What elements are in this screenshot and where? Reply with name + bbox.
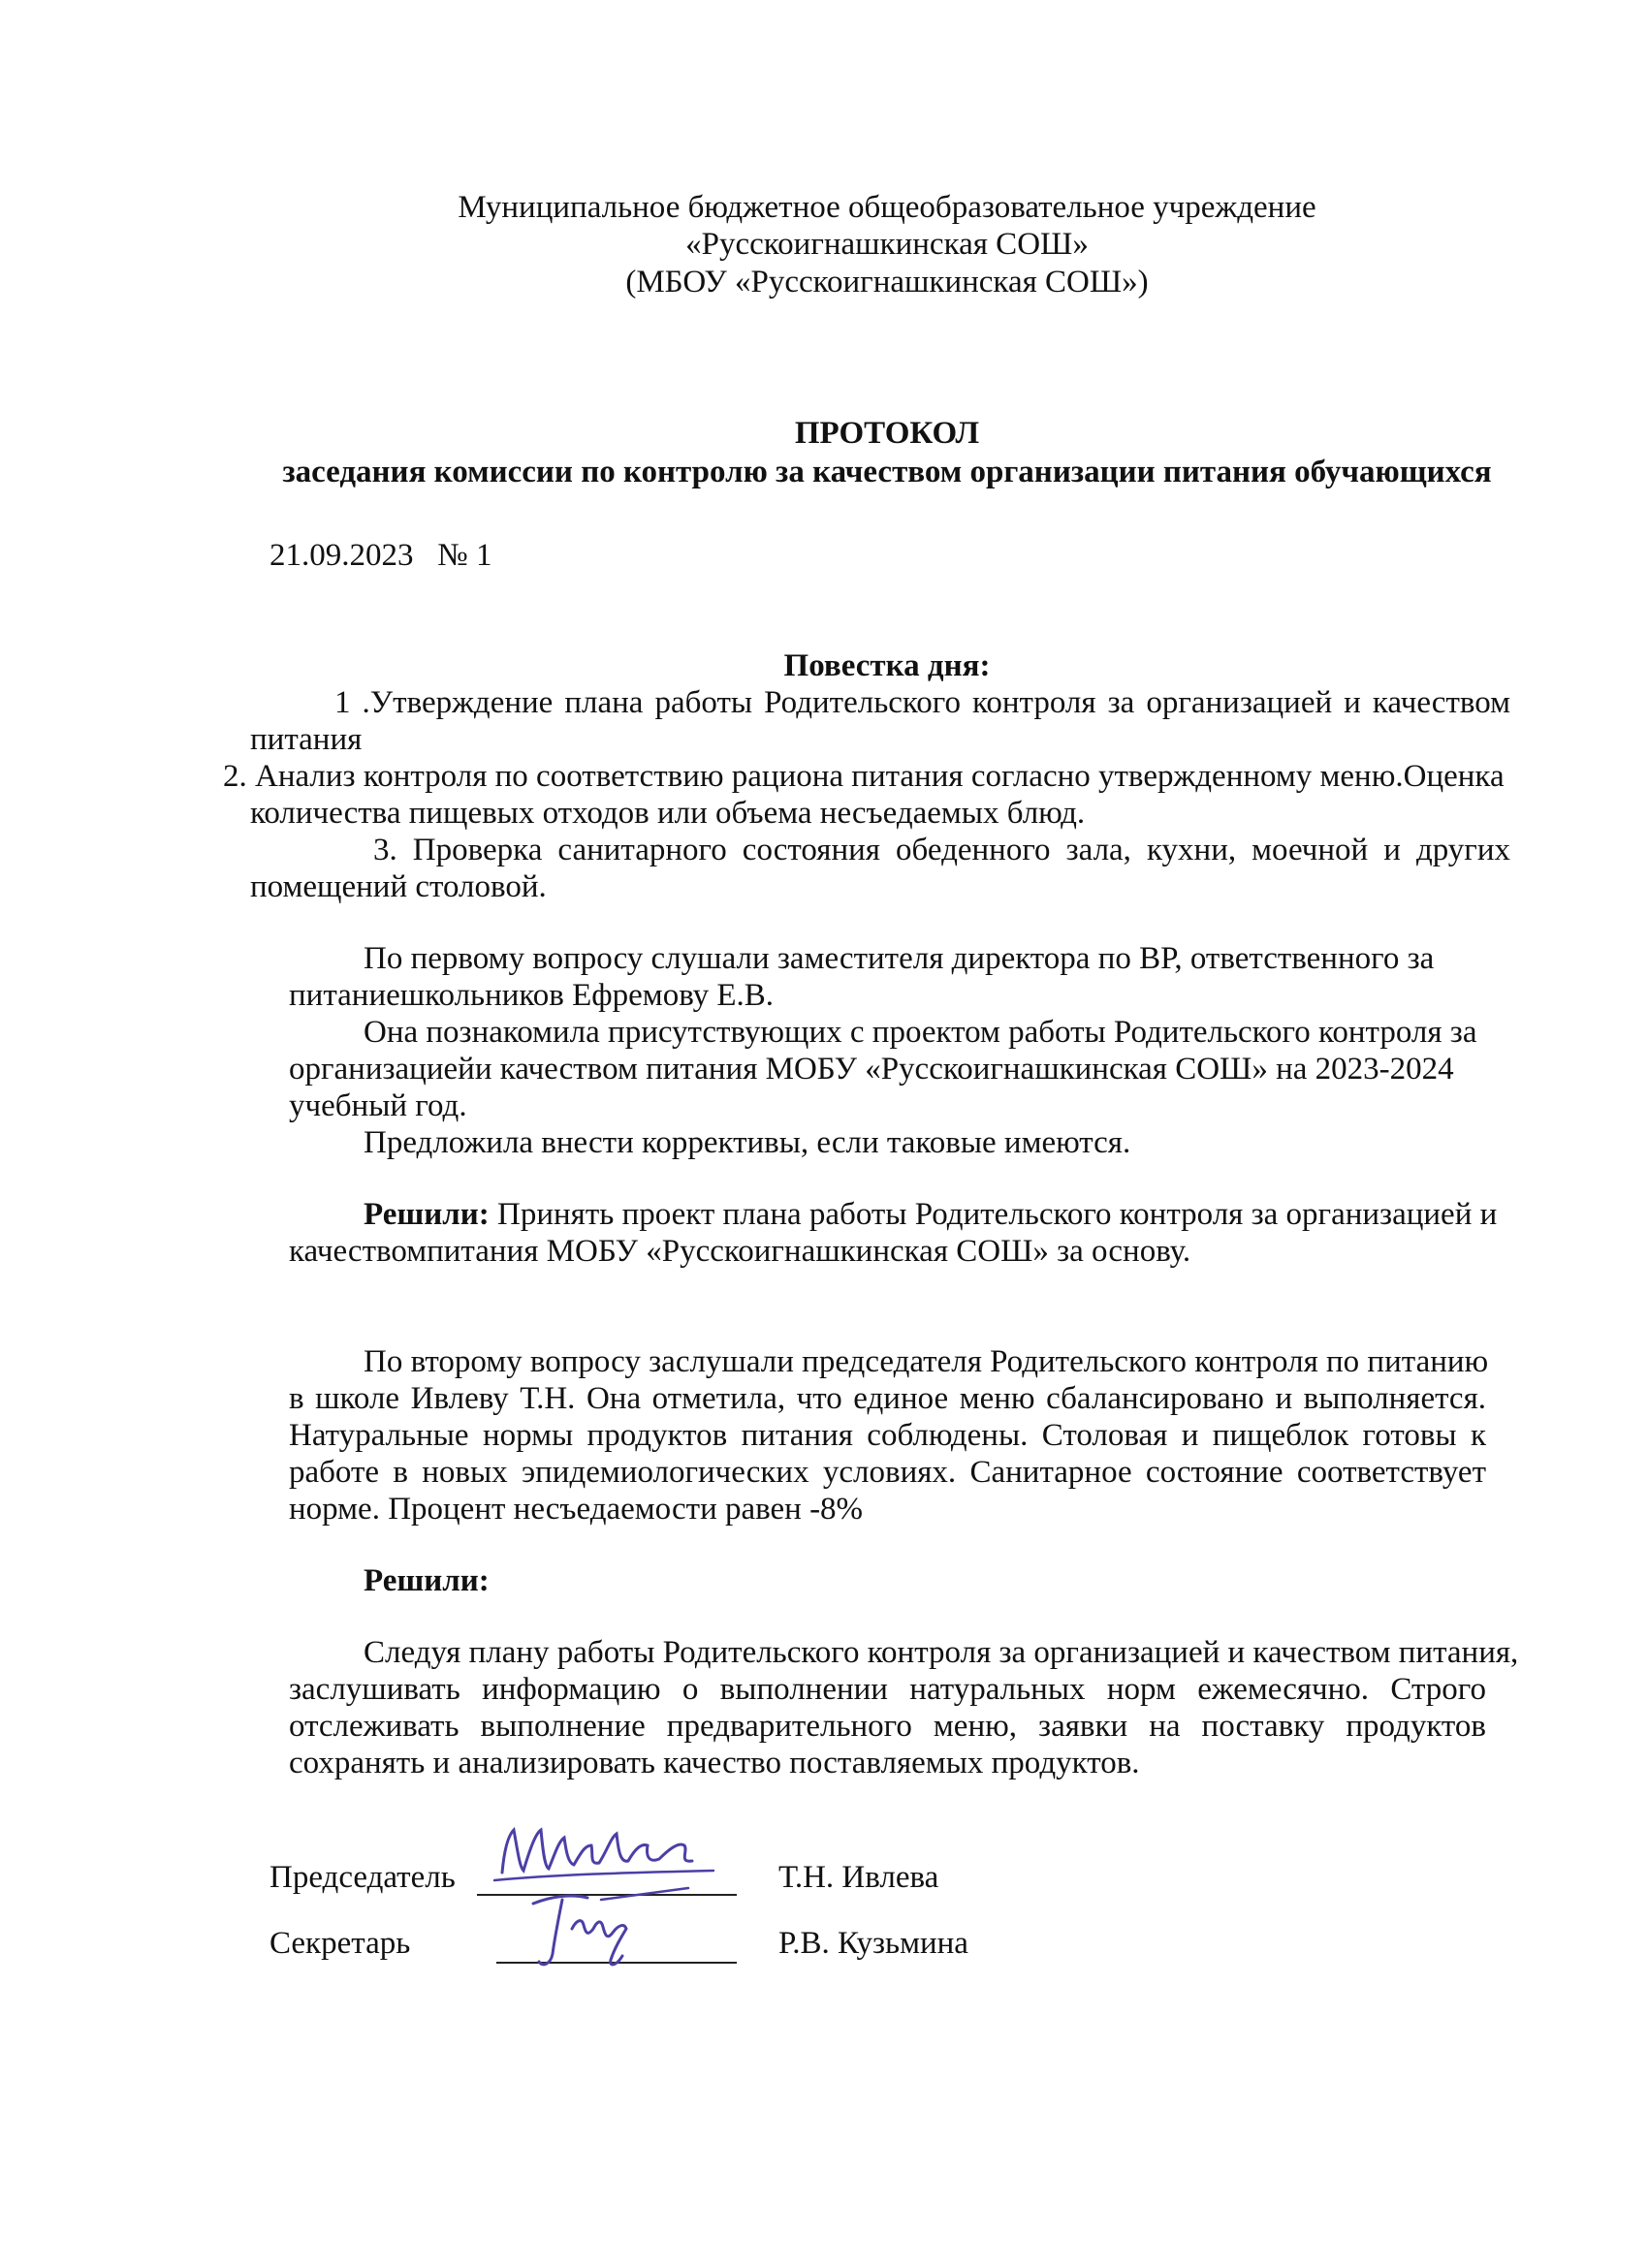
first-question-p2: Она познакомила присутствующих с проектом работы Родительского контроля за: [364, 1015, 1477, 1050]
decision-label: Решили:: [364, 1197, 490, 1232]
second-question-decision-l3: отслеживать выполнение предварительного меню, заявки на поставку продуктов: [289, 1709, 1486, 1744]
second-question-decision-l2: заслушивать информацию о выполнении натуральных норм ежемесячно. Строго: [289, 1672, 1486, 1707]
agenda-item-1: 1 .Утверждение плана работы Родительского контроля за организацией и качеством: [334, 685, 1510, 720]
second-question-p1-l5: норме. Процент несъедаемости равен -8%: [289, 1492, 864, 1527]
first-question-p3: Предложила внести коррективы, если таковые имеются.: [364, 1125, 1131, 1160]
document-date-number: [269, 537, 492, 574]
first-question-p1: По первому вопросу слушали заместителя директора по ВР, ответственного за: [364, 941, 1435, 976]
second-question-decision-l4: сохранять и анализировать качество поставляемых продуктов.: [289, 1746, 1140, 1780]
agenda-item-1-cont: питания: [250, 722, 363, 757]
document-date: 21.09.2023: [269, 538, 414, 573]
org-abbreviation: (МБОУ «Русскоигнашкинская СОШ»): [625, 265, 1149, 299]
document-number: № 1: [437, 538, 492, 573]
document-title: ПРОТОКОЛ: [794, 416, 980, 451]
agenda-item-2-cont: количества пищевых отходов или объема несъедаемых блюд.: [250, 796, 1086, 831]
first-question-p2-cont: организациейи качеством питания МОБУ «Русскоигнашкинская СОШ» на 2023-2024: [289, 1052, 1454, 1087]
second-question-p1-l2: в школе Ивлеву Т.Н. Она отметила, что единое меню сбалансировано и выполняется.: [289, 1381, 1486, 1416]
document-subtitle: заседания комиссии по контролю за качеством организации питания обучающихся: [282, 455, 1492, 489]
org-name-line: Муниципальное бюджетное общеобразовательное учреждение: [458, 190, 1316, 225]
agenda-heading: Повестка дня:: [783, 648, 991, 683]
second-question-decision-label: Решили:: [364, 1563, 490, 1598]
first-question-decision-cont: качествомпитания МОБУ «Русскоигнашкинская СОШ» за основу.: [289, 1234, 1191, 1269]
first-question-p1-cont: питаниешкольников Ефремову Е.В.: [289, 978, 775, 1013]
second-question-p1-l3: Натуральные нормы продуктов питания соблюдены. Столовая и пищеблок готовы к: [289, 1418, 1486, 1453]
first-question-decision: [364, 1196, 1497, 1233]
agenda-item-3-cont: помещений столовой.: [250, 869, 547, 904]
second-question-decision-l1: Следуя плану работы Родительского контроля за организацией и качеством питания,: [364, 1635, 1519, 1670]
chair-role: Председатель: [269, 1860, 456, 1895]
secretary-signature-icon: [494, 1871, 717, 1977]
org-short-name: «Русскоигнашкинская СОШ»: [685, 227, 1089, 262]
second-question-p1: По второму вопросу заслушали председателя Родительского контроля по питанию: [364, 1344, 1489, 1379]
agenda-item-2: 2. Анализ контроля по соответствию рациона питания согласно утвержденному меню.Оценка: [223, 759, 1505, 794]
agenda-item-3: 3. Проверка санитарного состояния обеденного зала, кухни, моечной и других: [373, 833, 1510, 867]
chair-name: Т.Н. Ивлева: [778, 1860, 939, 1895]
first-question-p2-cont2: учебный год.: [289, 1088, 467, 1123]
secretary-name: Р.В. Кузьмина: [778, 1926, 968, 1961]
decision-text: Принять проект плана работы Родительского контроля за организацией и: [489, 1197, 1498, 1232]
second-question-p1-l4: работе в новых эпидемиологических условиях. Санитарное состояние соответствует: [289, 1455, 1486, 1490]
secretary-role: Секретарь: [269, 1926, 411, 1961]
